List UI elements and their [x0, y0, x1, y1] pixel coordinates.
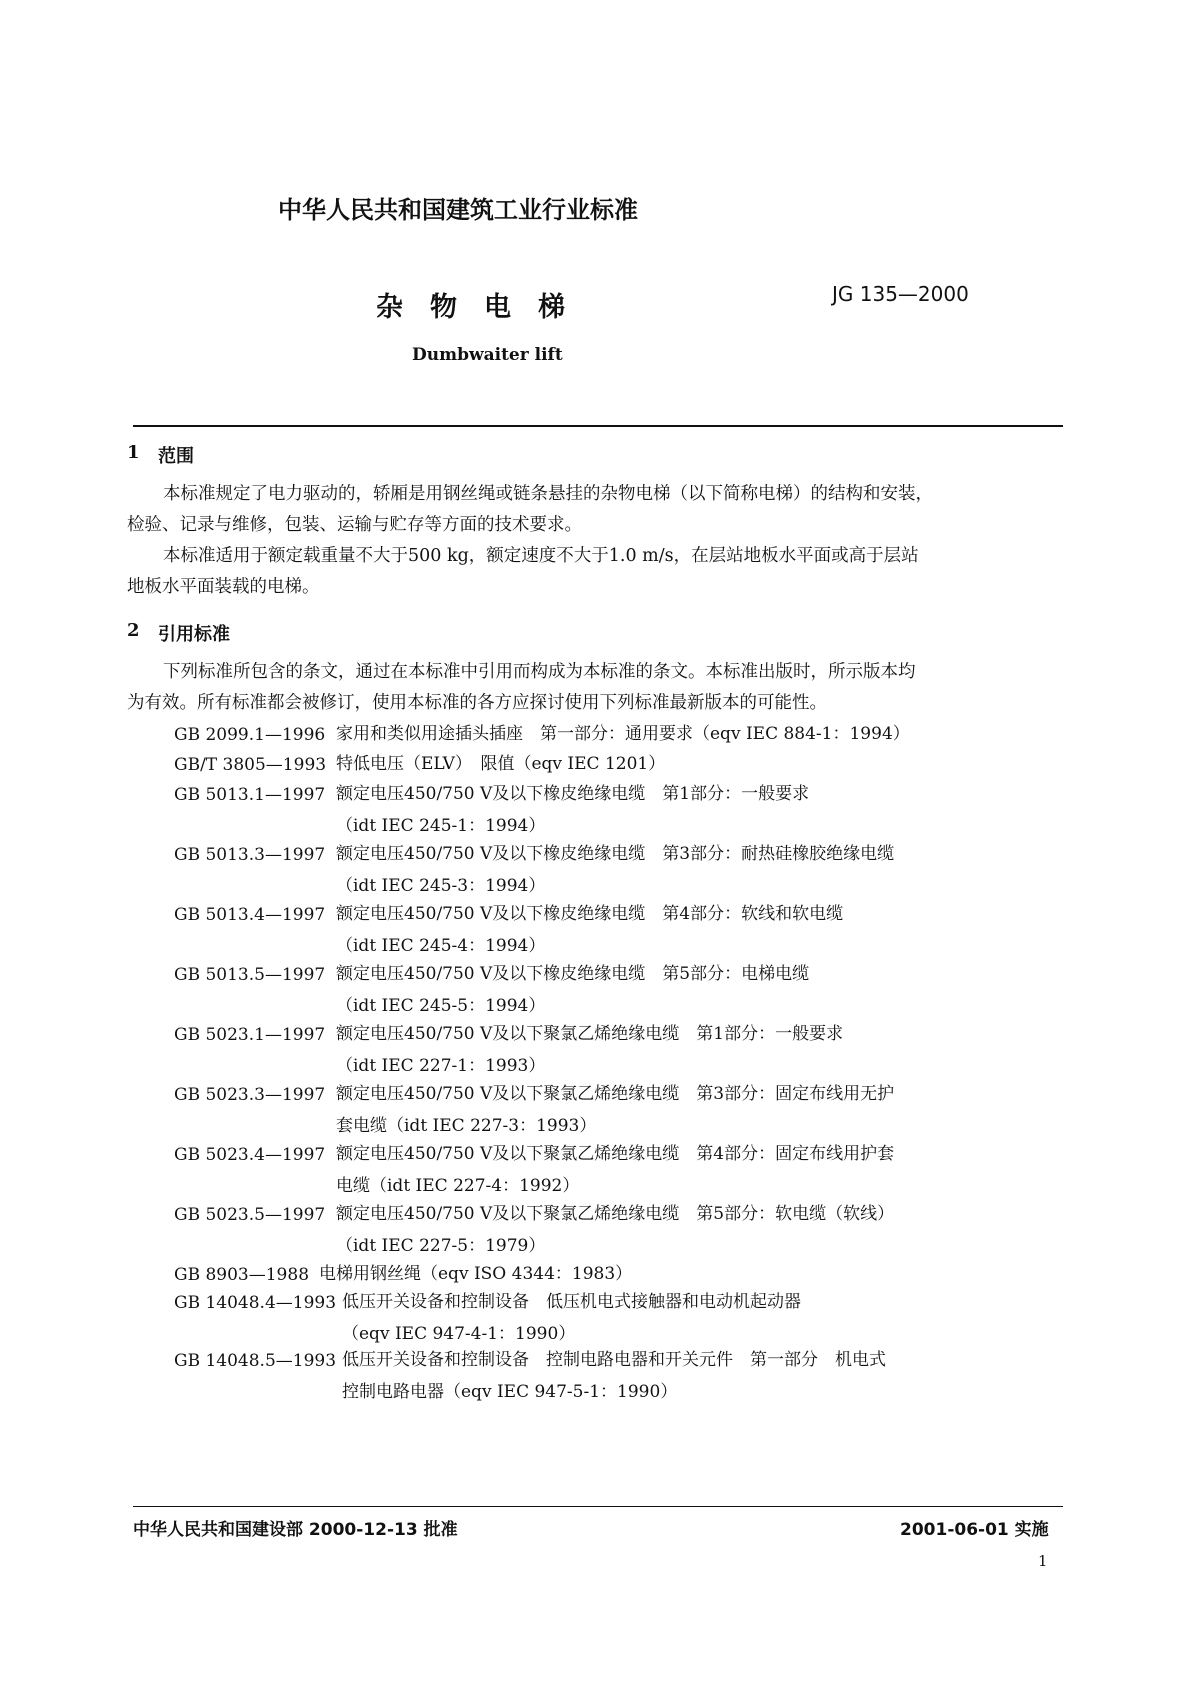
reference-code: GB 5013.3—1997	[174, 845, 326, 865]
section-2-intro-line: 为有效。所有标准都会被修订，使用本标准的各方应探讨使用下列标准最新版本的可能性。	[127, 693, 827, 713]
section-1-para-line: 本标准规定了电力驱动的，轿厢是用钢丝绳或链条悬挂的杂物电梯（以下简称电梯）的结构和安装，	[163, 484, 933, 504]
standard-code: JG 135—2000	[832, 282, 969, 306]
section-1-heading: 范围	[158, 446, 194, 467]
reference-code: GB 5023.4—1997	[174, 1145, 326, 1165]
issuing-authority: 中华人民共和国建筑工业行业标准	[278, 195, 638, 224]
header-divider	[133, 425, 1063, 427]
section-1-para-line: 地板水平面装载的电梯。	[127, 577, 320, 597]
english-title: Dumbwaiter lift	[412, 345, 563, 365]
reference-title: 额定电压450/750 V及以下橡皮绝缘电缆 第5部分：电梯电缆 （idt IEC 245-5：1994）	[336, 964, 810, 1016]
section-2-intro-line: 下列标准所包含的条文，通过在本标准中引用而构成为本标准的条文。本标准出版时，所示版本均	[163, 662, 916, 682]
footer-divider	[133, 1506, 1063, 1507]
reference-code: GB 8903—1988	[174, 1265, 310, 1285]
reference-title: 低压开关设备和控制设备 低压机电式接触器和电动机起动器 （eqv IEC 947-4-1：1990）	[342, 1292, 801, 1344]
section-1-number: 1	[127, 442, 140, 463]
effective-date: 2001-06-01 实施	[900, 1520, 1049, 1540]
reference-code: GB 14048.5—1993	[174, 1351, 337, 1371]
standard-title: 杂物电梯	[376, 292, 592, 323]
reference-code: GB 5013.5—1997	[174, 965, 326, 985]
page-number: 1	[1038, 1552, 1048, 1570]
reference-code: GB 2099.1—1996	[174, 725, 326, 745]
section-2-heading: 引用标准	[158, 624, 230, 645]
reference-title: 特低电压（ELV） 限值（eqv IEC 1201）	[336, 754, 666, 774]
reference-code: GB 5023.1—1997	[174, 1025, 326, 1045]
section-2-number: 2	[127, 620, 140, 641]
reference-code: GB 5023.3—1997	[174, 1085, 326, 1105]
section-1-para-line: 本标准适用于额定载重量不大于500 kg，额定速度不大于1.0 m/s，在层站地板水平面或高于层站	[163, 546, 919, 566]
reference-code: GB 14048.4—1993	[174, 1293, 337, 1313]
reference-title: 额定电压450/750 V及以下橡皮绝缘电缆 第4部分：软线和软电缆 （idt IEC 245-4：1994）	[336, 904, 844, 956]
reference-code: GB 5013.4—1997	[174, 905, 326, 925]
approval-date: 中华人民共和国建设部 2000-12-13 批准	[133, 1520, 458, 1540]
reference-code: GB/T 3805—1993	[174, 755, 327, 775]
reference-title: 低压开关设备和控制设备 控制电路电器和开关元件 第一部分 机电式 控制电路电器（eqv IEC 947-5-1：1990）	[342, 1350, 886, 1402]
reference-title: 额定电压450/750 V及以下橡皮绝缘电缆 第3部分：耐热硅橡胶绝缘电缆 （idt IEC 245-3：1994）	[336, 844, 895, 896]
section-1-para-line: 检验、记录与维修，包装、运输与贮存等方面的技术要求。	[127, 515, 582, 535]
reference-code: GB 5013.1—1997	[174, 785, 326, 805]
reference-title: 额定电压450/750 V及以下聚氯乙烯绝缘电缆 第3部分：固定布线用无护 套电缆（idt IEC 227-3：1993）	[336, 1084, 895, 1136]
reference-title: 电梯用钢丝绳（eqv ISO 4344：1983）	[319, 1264, 633, 1284]
reference-title: 额定电压450/750 V及以下聚氯乙烯绝缘电缆 第5部分：软电缆（软线） （idt IEC 227-5：1979）	[336, 1204, 895, 1256]
reference-title: 额定电压450/750 V及以下橡皮绝缘电缆 第1部分：一般要求 （idt IEC 245-1：1994）	[336, 784, 810, 836]
reference-title: 额定电压450/750 V及以下聚氯乙烯绝缘电缆 第4部分：固定布线用护套 电缆（idt IEC 227-4：1992）	[336, 1144, 895, 1196]
reference-title: 额定电压450/750 V及以下聚氯乙烯绝缘电缆 第1部分：一般要求 （idt IEC 227-1：1993）	[336, 1024, 844, 1076]
reference-title: 家用和类似用途插头插座 第一部分：通用要求（eqv IEC 884-1：1994）	[336, 724, 910, 744]
reference-code: GB 5023.5—1997	[174, 1205, 326, 1225]
